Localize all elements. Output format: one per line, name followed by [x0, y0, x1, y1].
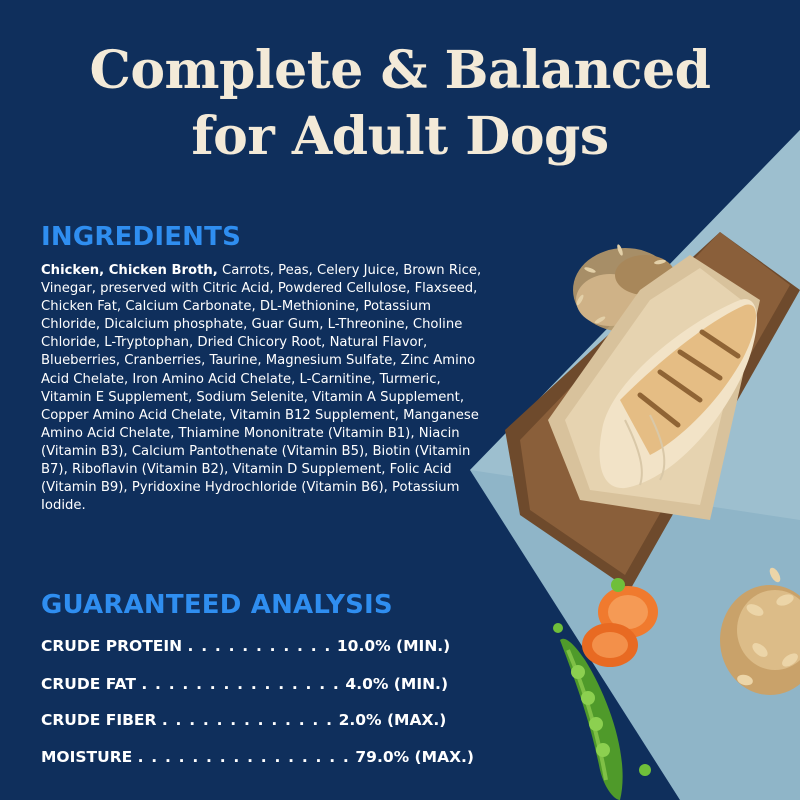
- analysis-leader-dots: . . . . . . . . . . . . . . . .: [137, 748, 350, 766]
- analysis-label: CRUDE PROTEIN: [41, 637, 183, 655]
- analysis-label: CRUDE FIBER: [41, 711, 157, 729]
- ingredients-list: [41, 262, 486, 515]
- analysis-value: 10.0% (MIN.): [336, 637, 451, 655]
- ingredients-bold-lead: Chicken, Chicken Broth,: [41, 263, 218, 278]
- analysis-value: 2.0% (MAX.): [338, 711, 447, 729]
- analysis-value: 4.0% (MIN.): [345, 675, 449, 693]
- analysis-label: MOISTURE: [41, 748, 133, 766]
- analysis-value: 79.0% (MAX.): [355, 748, 474, 766]
- analysis-row-crude-protein: [41, 637, 461, 655]
- rolled-oats-illustration: [720, 566, 800, 695]
- headline-line-2: for Adult Dogs: [191, 106, 609, 167]
- analysis-row-crude-fat: [41, 675, 461, 693]
- ingredients-title: INGREDIENTS: [41, 222, 241, 252]
- ingredients-body: Carrots, Peas, Celery Juice, Brown Rice, Vinegar, preserved with Citric Acid, Powdered Cellulose, Flaxseed, Chicken Fat, Calcium Carbonate, DL-Methionine, Potassium Chloride, Dicalcium phosphate, Guar Gum, L-Threonine, Choline Chloride, L-Tryptophan, Dried Chicory Root, Natural Flavor, Blueberries, Cranberries, Taurine, Magnesium Sulfate, Zinc Amino Acid Chelate, Iron Amino Acid Chelate, L-Carnitine, Turmeric, Vitamin E Supplement, Sodium Selenite, Vitamin A Supplement, Copper Amino Acid Chelate, Vitamin B12 Supplement, Manganese Amino Acid Chelate, Thiamine Mononitrate (Vitamin B1), Niacin (Vitamin B3), Calcium Pantothenate (Vitamin B5), Biotin (Vitamin B7), Riboflavin (Vitamin B2), Vitamin D Supplement, Folic Acid (Vitamin B9), Pyridoxine Hydrochloride (Vitamin B6), Potassium Iodide.: [41, 263, 482, 514]
- headline: [0, 38, 800, 170]
- analysis-leader-dots: . . . . . . . . . . . . .: [161, 711, 334, 729]
- analysis-label: CRUDE FAT: [41, 675, 136, 693]
- analysis-leader-dots: . . . . . . . . . . .: [187, 637, 332, 655]
- headline-line-1: Complete & Balanced: [89, 40, 711, 101]
- analysis-row-crude-fiber: [41, 711, 461, 729]
- analysis-row-moisture: [41, 748, 474, 766]
- carrot-slices-illustration: [582, 586, 658, 667]
- analysis-leader-dots: . . . . . . . . . . . . . . .: [141, 675, 341, 693]
- guaranteed-analysis-title: GUARANTEED ANALYSIS: [41, 590, 393, 620]
